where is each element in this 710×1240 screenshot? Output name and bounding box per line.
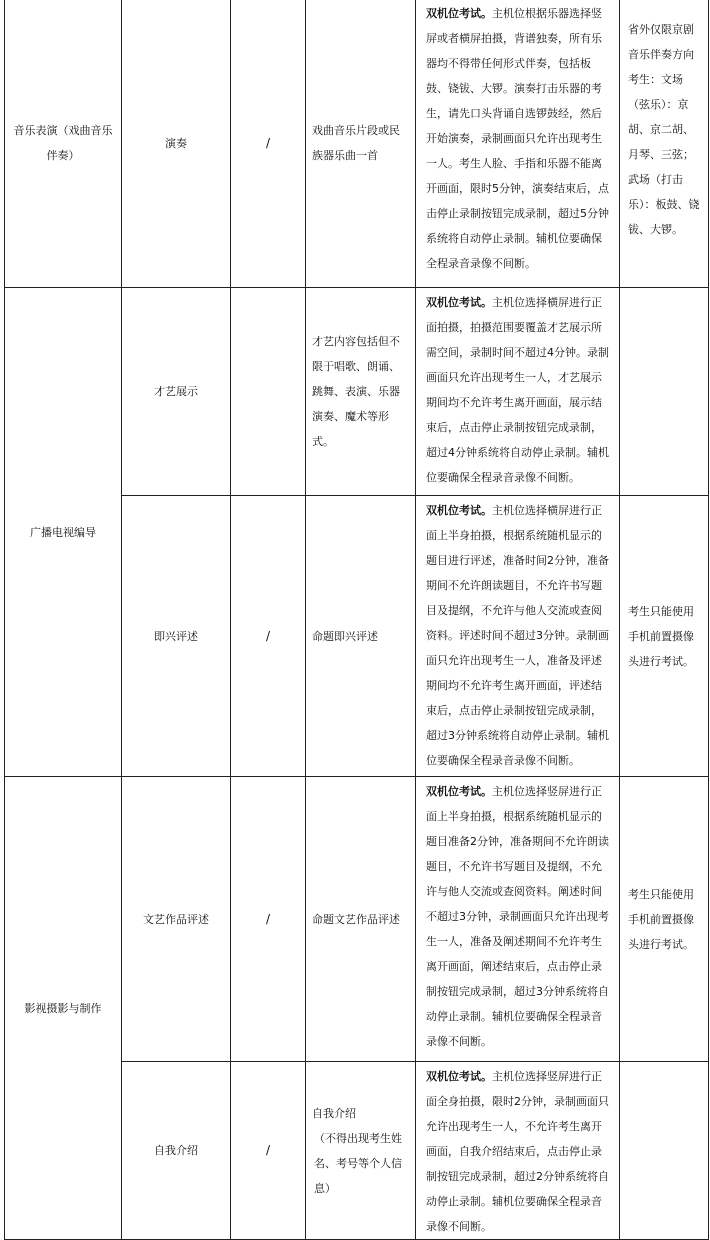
requirement-cell <box>416 0 620 288</box>
major-cell: 音乐表演（戏曲音乐伴奏） <box>5 0 122 288</box>
requirement-bold: 双机位考试。 <box>426 7 492 20</box>
requirement-text: 主机位选择横屏进行正面上半身拍摄，根据系统随机显示的题目进行评述，准备时间2分钟，准备期间不允许朗读题目，不允许书写题目及提纲，不允许与他人交流或查阅资料。评述时间不超过3分钟。录制画面只允许出现考生一人，准备及评述期间均不允许考生离开画面，评述结束后，点击停止录制按钮完成录制，超过3分钟系统将自动停止录制。辅机位要确保全程录音录像不间断。 <box>426 504 609 767</box>
note-cell <box>620 288 709 496</box>
item-cell: 即兴评述 <box>122 496 231 777</box>
table-row <box>5 288 709 496</box>
sub-item-cell <box>231 288 306 496</box>
major-cell: 影视摄影与制作 <box>5 777 122 1240</box>
exam-requirements-table <box>4 0 709 1240</box>
content-main: 自我介绍 <box>312 1106 356 1120</box>
requirement-text: 主机位选择竖屏进行正面全身拍摄，限时2分钟，录制画面只允许出现考生一人，不允许考生离开画面，自我介绍结束后，点击停止录制按钮完成录制，超过2分钟系统将自动停止录制。辅机位要确保全程录音录像不间断。 <box>426 1070 609 1233</box>
content-cell <box>306 1062 416 1240</box>
requirement-cell <box>416 1062 620 1240</box>
sub-item-cell: / <box>231 777 306 1062</box>
item-cell: 才艺展示 <box>122 288 231 496</box>
sub-item-cell: / <box>231 1062 306 1240</box>
item-cell: 文艺作品评述 <box>122 777 231 1062</box>
requirement-bold: 双机位考试。 <box>426 785 492 798</box>
content-cell: 命题文艺作品评述 <box>306 777 416 1062</box>
requirement-bold: 双机位考试。 <box>426 1070 492 1083</box>
requirement-cell <box>416 496 620 777</box>
requirement-text: 主机位选择横屏进行正面拍摄，拍摄范围要覆盖才艺展示所需空间，录制时间不超过4分钟。录制画面只允许出现考生一人，才艺展示期间均不允许考生离开画面，展示结束后，点击停止录制按钮完成录制，超过4分钟系统将自动停止录制。辅机位要确保全程录音录像不间断。 <box>426 296 609 484</box>
sub-item-cell: / <box>231 496 306 777</box>
note-cell <box>620 1062 709 1240</box>
content-sub: （不得出现考生姓名、考号等个人信息） <box>314 1131 402 1195</box>
requirement-text: 主机位根据乐器选择竖屏或者横屏拍摄，背谱独奏，所有乐器均不得带任何形式伴奏，包括板鼓、铙钹、大锣。演奏打击乐器的考生，请先口头背诵自选锣鼓经，然后开始演奏，录制画面只允许出现考生一人。考生人脸、手指和乐器不能离开画面，限时5分钟，演奏结束后，点击停止录制按钮完成录制，超过5分钟系统将自动停止录制。辅机位要确保全程录音录像不间断。 <box>426 7 609 270</box>
requirement-cell <box>416 288 620 496</box>
content-cell: 才艺内容包括但不限于唱歌、朗诵、跳舞、表演、乐器演奏、魔术等形式。 <box>306 288 416 496</box>
table-row <box>5 0 709 288</box>
note-cell: 考生只能使用手机前置摄像头进行考试。 <box>620 777 709 1062</box>
requirement-bold: 双机位考试。 <box>426 504 492 517</box>
sub-item-cell: / <box>231 0 306 288</box>
requirement-cell <box>416 777 620 1062</box>
note-cell: 省外仅限京剧音乐伴奏方向考生：文场（弦乐）：京胡、京二胡、月琴、三弦；武场（打击乐）：板鼓、铙钹、大锣。 <box>620 0 709 288</box>
content-cell: 命题即兴评述 <box>306 496 416 777</box>
requirement-bold: 双机位考试。 <box>426 296 492 309</box>
item-cell: 自我介绍 <box>122 1062 231 1240</box>
note-cell: 考生只能使用手机前置摄像头进行考试。 <box>620 496 709 777</box>
content-cell: 戏曲音乐片段或民族器乐曲一首 <box>306 0 416 288</box>
item-cell: 演奏 <box>122 0 231 288</box>
major-cell: 广播电视编导 <box>5 288 122 777</box>
table-row <box>5 777 709 1062</box>
requirement-text: 主机位选择竖屏进行正面上半身拍摄，根据系统随机显示的题目准备2分钟，准备期间不允许朗读题目，不允许书写题目及提纲，不允许与他人交流或查阅资料。阐述时间不超过3分钟，录制画面只允许出现考生一人，准备及阐述期间不允许考生离开画面，阐述结束后，点击停止录制按钮完成录制，超过3分钟系统将自动停止录制。辅机位要确保全程录音录像不间断。 <box>426 785 609 1048</box>
